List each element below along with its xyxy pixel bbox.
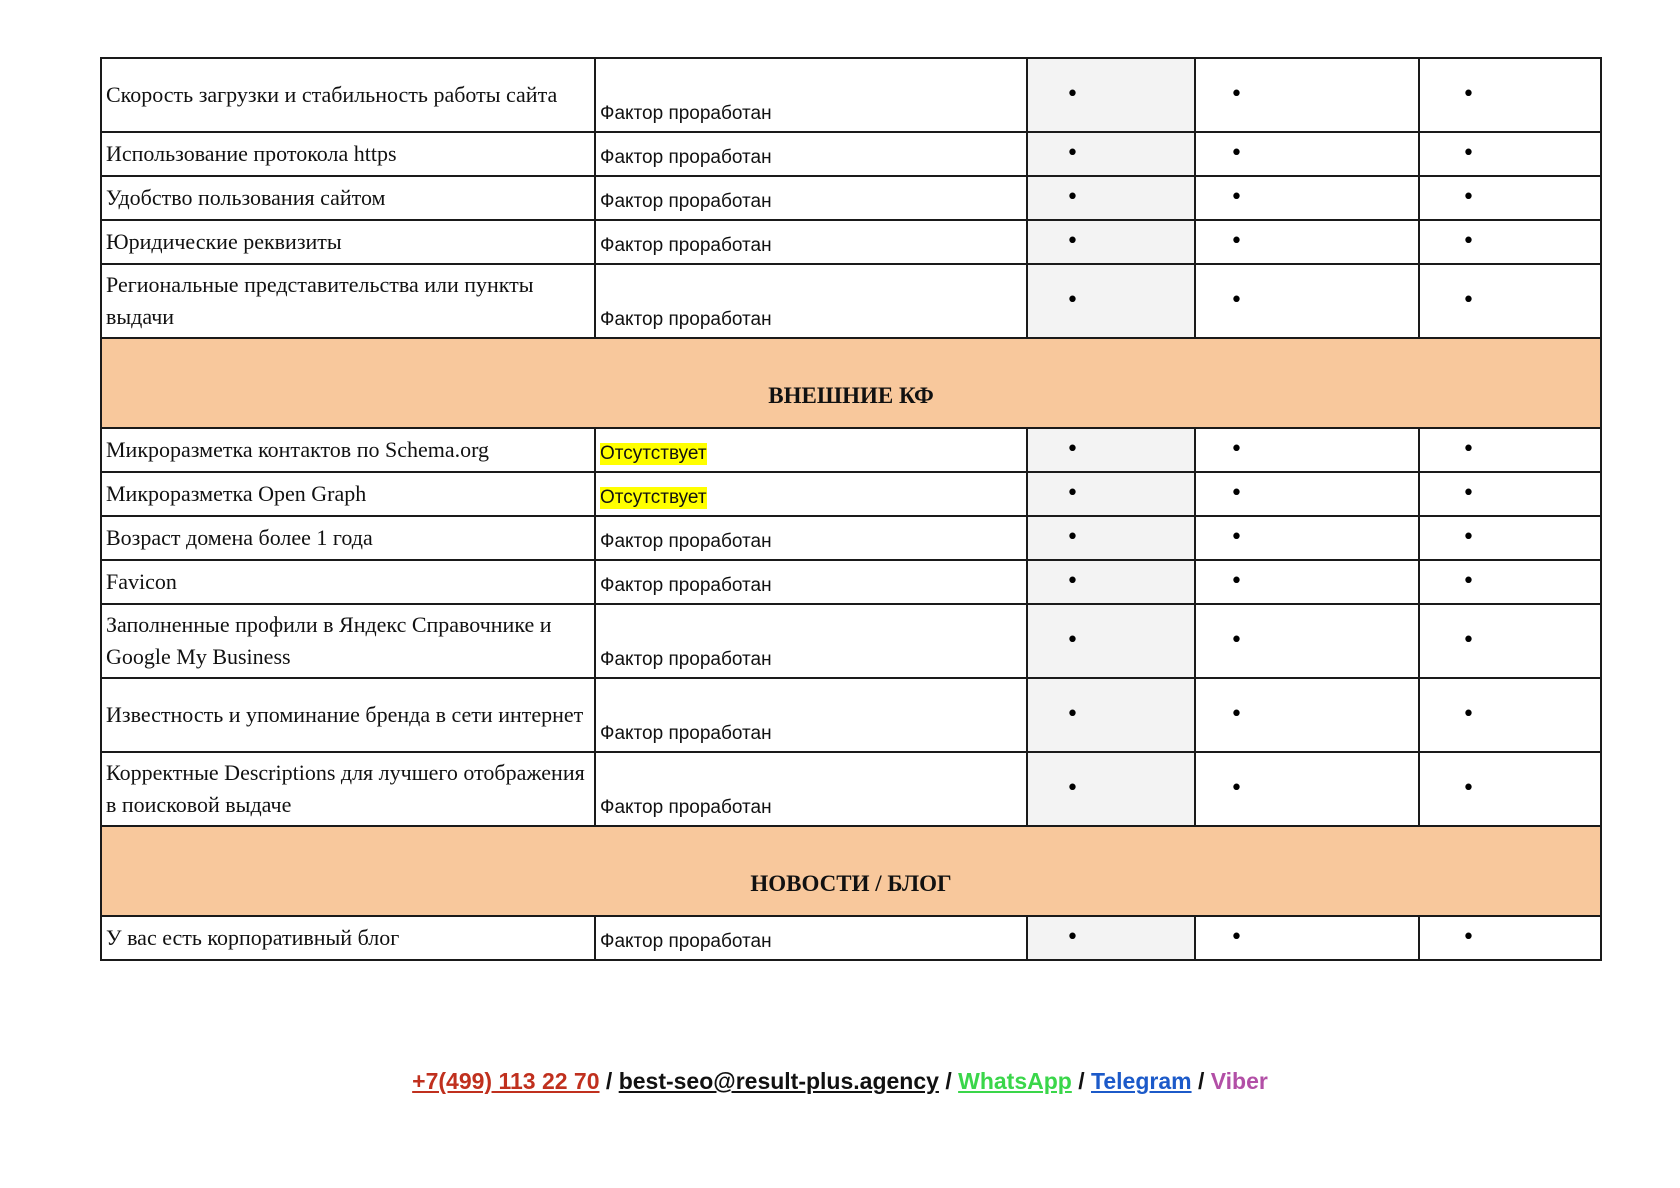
- status-cell: [595, 604, 1027, 678]
- table-row: [101, 604, 1601, 678]
- status-cell: [595, 916, 1027, 960]
- bullet-icon: •: [1066, 229, 1079, 254]
- marker-cell-1: [1027, 752, 1195, 826]
- status-cell: [595, 516, 1027, 560]
- bullet-icon: •: [1462, 481, 1475, 506]
- marker-cell-3: [1419, 132, 1601, 176]
- factor-cell: [101, 752, 595, 826]
- marker-cell-3: [1419, 428, 1601, 472]
- marker-cell-2: [1195, 678, 1419, 752]
- table-row: [101, 752, 1601, 826]
- table-row: [101, 428, 1601, 472]
- marker-cell-2: [1195, 58, 1419, 132]
- factor-cell: [101, 604, 595, 678]
- bullet-icon: •: [1066, 141, 1079, 166]
- status-done: Фактор проработан: [600, 191, 772, 212]
- status-cell: [595, 264, 1027, 338]
- marker-cell-1: [1027, 472, 1195, 516]
- status-done: Фактор проработан: [600, 235, 772, 256]
- telegram-link[interactable]: Telegram: [1091, 1068, 1192, 1094]
- factor-name: Микроразметка контактов по Schema.org: [106, 437, 490, 462]
- factor-cell: [101, 516, 595, 560]
- separator: /: [599, 1068, 619, 1094]
- status-cell: [595, 176, 1027, 220]
- marker-cell-2: [1195, 752, 1419, 826]
- bullet-icon: •: [1230, 628, 1243, 653]
- bullet-icon: •: [1462, 925, 1475, 950]
- bullet-icon: •: [1066, 569, 1079, 594]
- bullet-icon: •: [1462, 628, 1475, 653]
- marker-cell-1: [1027, 58, 1195, 132]
- bullet-icon: •: [1462, 569, 1475, 594]
- marker-cell-1: [1027, 176, 1195, 220]
- bullet-icon: •: [1462, 229, 1475, 254]
- marker-cell-3: [1419, 264, 1601, 338]
- bullet-icon: •: [1066, 776, 1079, 801]
- phone-link[interactable]: +7(499) 113 22 70: [412, 1068, 600, 1094]
- marker-cell-2: [1195, 604, 1419, 678]
- separator: /: [1071, 1068, 1091, 1094]
- section-header-row: [101, 826, 1601, 916]
- marker-cell-2: [1195, 472, 1419, 516]
- whatsapp-link[interactable]: WhatsApp: [958, 1068, 1072, 1094]
- status-done: Фактор проработан: [600, 797, 772, 818]
- bullet-icon: •: [1066, 525, 1079, 550]
- bullet-icon: •: [1066, 628, 1079, 653]
- marker-cell-3: [1419, 516, 1601, 560]
- bullet-icon: •: [1066, 702, 1079, 727]
- bullet-icon: •: [1462, 437, 1475, 462]
- status-cell: [595, 220, 1027, 264]
- marker-cell-1: [1027, 132, 1195, 176]
- factor-name: Корректные Descriptions для лучшего отображения в поисковой выдаче: [106, 760, 585, 817]
- factor-cell: [101, 428, 595, 472]
- marker-cell-1: [1027, 428, 1195, 472]
- marker-cell-3: [1419, 560, 1601, 604]
- factor-cell: [101, 220, 595, 264]
- contacts-footer: [0, 1066, 1680, 1096]
- table-row: [101, 176, 1601, 220]
- marker-cell-1: [1027, 678, 1195, 752]
- table-row: [101, 678, 1601, 752]
- factor-name: У вас есть корпоративный блог: [106, 925, 400, 950]
- bullet-icon: •: [1230, 288, 1243, 313]
- section-title: НОВОСТИ / БЛОГ: [750, 871, 952, 896]
- factors-table-body: [101, 58, 1601, 960]
- section-title: ВНЕШНИЕ КФ: [768, 383, 934, 408]
- marker-cell-3: [1419, 916, 1601, 960]
- bullet-icon: •: [1230, 702, 1243, 727]
- factor-name: Использование протокола https: [106, 141, 397, 166]
- factor-cell: [101, 678, 595, 752]
- bullet-icon: •: [1066, 82, 1079, 107]
- table-row: [101, 472, 1601, 516]
- factor-name: Скорость загрузки и стабильность работы сайта: [106, 82, 558, 107]
- factor-name: Региональные представительства или пункты выдачи: [106, 272, 534, 329]
- factor-cell: [101, 132, 595, 176]
- marker-cell-1: [1027, 560, 1195, 604]
- marker-cell-2: [1195, 132, 1419, 176]
- bullet-icon: •: [1462, 82, 1475, 107]
- status-done: Фактор проработан: [600, 723, 772, 744]
- status-done: Фактор проработан: [600, 575, 772, 596]
- status-cell: [595, 678, 1027, 752]
- marker-cell-3: [1419, 472, 1601, 516]
- section-header-row: [101, 338, 1601, 428]
- bullet-icon: •: [1066, 437, 1079, 462]
- factor-name: Юридические реквизиты: [106, 229, 342, 254]
- factor-cell: [101, 264, 595, 338]
- separator: /: [1191, 1068, 1211, 1094]
- factor-cell: [101, 916, 595, 960]
- marker-cell-2: [1195, 516, 1419, 560]
- status-cell: [595, 428, 1027, 472]
- table-row: [101, 220, 1601, 264]
- bullet-icon: •: [1462, 185, 1475, 210]
- bullet-icon: •: [1066, 481, 1079, 506]
- marker-cell-3: [1419, 604, 1601, 678]
- status-cell: [595, 472, 1027, 516]
- status-done: Фактор проработан: [600, 147, 772, 168]
- bullet-icon: •: [1462, 525, 1475, 550]
- bullet-icon: •: [1230, 82, 1243, 107]
- status-cell: [595, 58, 1027, 132]
- factor-cell: [101, 472, 595, 516]
- bullet-icon: •: [1462, 141, 1475, 166]
- status-done: Фактор проработан: [600, 931, 772, 952]
- bullet-icon: •: [1230, 481, 1243, 506]
- marker-cell-3: [1419, 678, 1601, 752]
- table-row: [101, 58, 1601, 132]
- table-row: [101, 132, 1601, 176]
- marker-cell-3: [1419, 220, 1601, 264]
- marker-cell-1: [1027, 220, 1195, 264]
- bullet-icon: •: [1230, 437, 1243, 462]
- marker-cell-3: [1419, 58, 1601, 132]
- bullet-icon: •: [1066, 185, 1079, 210]
- bullet-icon: •: [1066, 288, 1079, 313]
- table-row: [101, 264, 1601, 338]
- factor-cell: [101, 560, 595, 604]
- status-missing: Отсутствует: [600, 443, 707, 464]
- viber-link[interactable]: Viber: [1210, 1068, 1268, 1094]
- marker-cell-2: [1195, 428, 1419, 472]
- bullet-icon: •: [1230, 229, 1243, 254]
- bullet-icon: •: [1462, 776, 1475, 801]
- table-row: [101, 560, 1601, 604]
- factor-name: Удобство пользования сайтом: [106, 185, 386, 210]
- factors-table: [100, 57, 1602, 961]
- status-done: Фактор проработан: [600, 531, 772, 552]
- table-row: [101, 916, 1601, 960]
- marker-cell-1: [1027, 264, 1195, 338]
- bullet-icon: •: [1462, 702, 1475, 727]
- status-done: Фактор проработан: [600, 103, 772, 124]
- status-missing: Отсутствует: [600, 487, 707, 508]
- status-cell: [595, 560, 1027, 604]
- marker-cell-1: [1027, 916, 1195, 960]
- factor-name: Заполненные профили в Яндекс Справочнике и Google My Business: [106, 612, 552, 669]
- bullet-icon: •: [1230, 925, 1243, 950]
- marker-cell-2: [1195, 220, 1419, 264]
- bullet-icon: •: [1230, 776, 1243, 801]
- section-header-cell: [101, 826, 1601, 916]
- status-done: Фактор проработан: [600, 309, 772, 330]
- factor-cell: [101, 176, 595, 220]
- bullet-icon: •: [1066, 925, 1079, 950]
- marker-cell-2: [1195, 560, 1419, 604]
- status-done: Фактор проработан: [600, 649, 772, 670]
- bullet-icon: •: [1230, 141, 1243, 166]
- factor-name: Микроразметка Open Graph: [106, 481, 367, 506]
- marker-cell-2: [1195, 916, 1419, 960]
- separator: /: [938, 1068, 959, 1094]
- bullet-icon: •: [1230, 185, 1243, 210]
- marker-cell-1: [1027, 604, 1195, 678]
- marker-cell-3: [1419, 752, 1601, 826]
- marker-cell-2: [1195, 264, 1419, 338]
- factor-name: Favicon: [106, 569, 177, 594]
- marker-cell-2: [1195, 176, 1419, 220]
- factor-name: Возраст домена более 1 года: [106, 525, 373, 550]
- status-cell: [595, 752, 1027, 826]
- bullet-icon: •: [1230, 569, 1243, 594]
- status-cell: [595, 132, 1027, 176]
- email-link[interactable]: best-seo@result-plus.agency: [618, 1068, 939, 1094]
- bullet-icon: •: [1462, 288, 1475, 313]
- bullet-icon: •: [1230, 525, 1243, 550]
- factor-cell: [101, 58, 595, 132]
- table-row: [101, 516, 1601, 560]
- marker-cell-3: [1419, 176, 1601, 220]
- factor-name: Известность и упоминание бренда в сети интернет: [106, 702, 584, 727]
- section-header-cell: [101, 338, 1601, 428]
- marker-cell-1: [1027, 516, 1195, 560]
